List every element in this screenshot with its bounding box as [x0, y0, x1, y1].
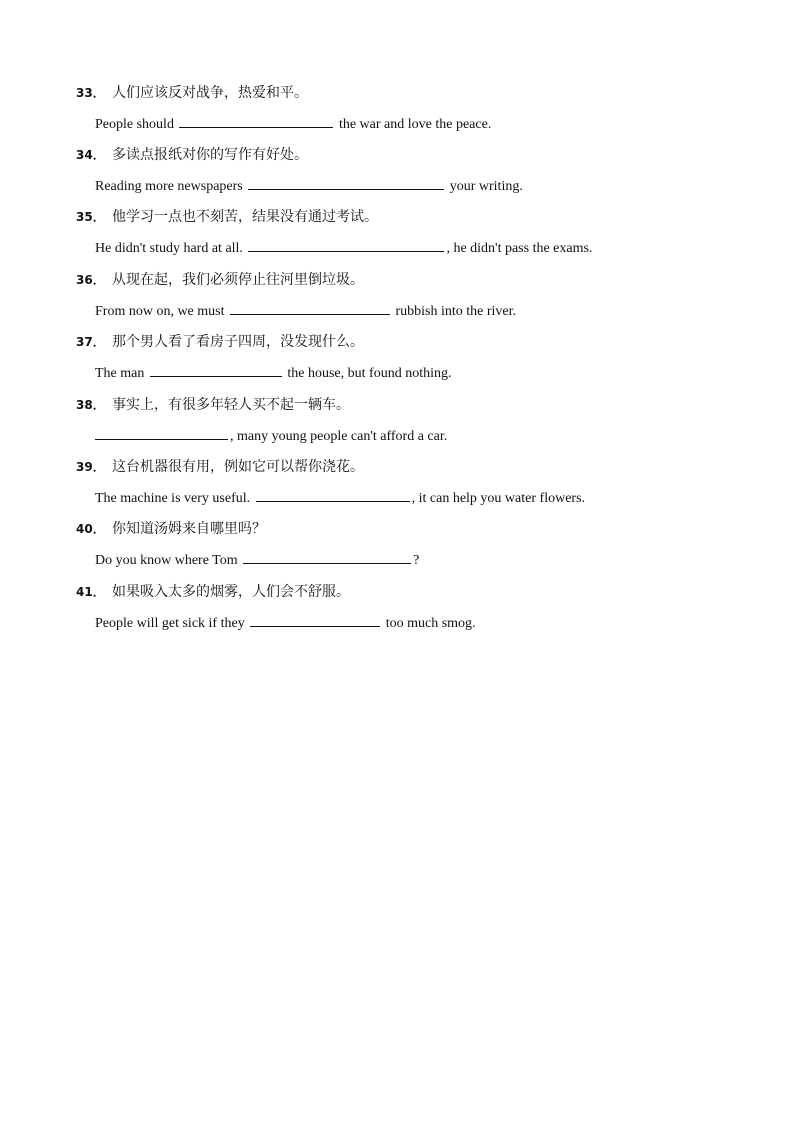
question-prompt — [76, 82, 308, 104]
sentence-after-blank: the war and love the peace. — [338, 117, 492, 132]
answer-blank[interactable] — [150, 362, 282, 377]
question-prompt — [76, 144, 308, 166]
sentence-after-blank: , it can help you water flowers. — [411, 491, 586, 506]
question-number: 33． — [76, 86, 105, 100]
question-number: 34． — [76, 148, 105, 162]
chinese-sentence: 这台机器很有用，例如它可以帮你浇花。 — [112, 459, 364, 475]
answer-blank[interactable] — [95, 425, 228, 440]
sentence-after-blank: , he didn't pass the exams. — [446, 241, 593, 256]
question-number: 41． — [76, 585, 105, 599]
answer-blank[interactable] — [179, 113, 333, 128]
english-sentence — [95, 549, 419, 571]
sentence-after-blank: rubbish into the river. — [395, 304, 517, 319]
question-number: 35． — [76, 210, 105, 224]
question-prompt — [76, 456, 364, 478]
sentence-after-blank: the house, but found nothing. — [287, 366, 452, 381]
question-prompt — [76, 269, 364, 291]
answer-blank[interactable] — [230, 300, 390, 315]
sentence-after-blank: your writing. — [449, 179, 523, 194]
chinese-sentence: 多读点报纸对你的写作有好处。 — [112, 147, 308, 163]
answer-blank[interactable] — [250, 612, 380, 627]
question-number: 40． — [76, 522, 105, 536]
chinese-sentence: 从现在起，我们必须停止往河里倒垃圾。 — [112, 272, 364, 288]
english-sentence — [95, 612, 476, 634]
chinese-sentence: 人们应该反对战争，热爱和平。 — [112, 85, 308, 101]
sentence-after-blank: , many young people can't afford a car. — [230, 429, 448, 444]
question-prompt — [76, 331, 364, 353]
english-sentence — [95, 362, 451, 384]
chinese-sentence: 那个男人看了看房子四周，没发现什么。 — [112, 334, 364, 350]
chinese-sentence: 你知道汤姆来自哪里吗？ — [112, 521, 266, 537]
sentence-before-blank: He didn't study hard at all. — [95, 241, 243, 256]
answer-blank[interactable] — [243, 549, 411, 564]
sentence-after-blank: ? — [413, 553, 420, 568]
question-prompt — [76, 394, 350, 416]
question-number: 38． — [76, 398, 105, 412]
chinese-sentence: 事实上，有很多年轻人买不起一辆车。 — [112, 397, 350, 413]
question-prompt — [76, 581, 350, 603]
answer-blank[interactable] — [248, 175, 444, 190]
question-number: 39． — [76, 460, 105, 474]
english-sentence — [95, 425, 447, 447]
question-number: 36． — [76, 273, 105, 287]
chinese-sentence: 如果吸入太多的烟雾，人们会不舒服。 — [112, 584, 350, 600]
sentence-before-blank: The machine is very useful. — [95, 491, 251, 506]
chinese-sentence: 他学习一点也不刻苦，结果没有通过考试。 — [112, 209, 378, 225]
english-sentence — [95, 300, 516, 322]
sentence-before-blank: Reading more newspapers — [95, 179, 243, 194]
question-prompt — [76, 518, 266, 540]
sentence-before-blank: People will get sick if they — [95, 616, 245, 631]
english-sentence — [95, 175, 523, 197]
sentence-before-blank: From now on, we must — [95, 304, 225, 319]
answer-blank[interactable] — [256, 487, 410, 502]
english-sentence — [95, 237, 592, 259]
sentence-before-blank: The man — [95, 366, 145, 381]
english-sentence — [95, 113, 491, 135]
sentence-after-blank: too much smog. — [385, 616, 476, 631]
sentence-before-blank: People should — [95, 117, 174, 132]
english-sentence — [95, 487, 585, 509]
sentence-before-blank: Do you know where Tom — [95, 553, 238, 568]
question-prompt — [76, 206, 378, 228]
answer-blank[interactable] — [248, 237, 444, 252]
question-number: 37． — [76, 335, 105, 349]
